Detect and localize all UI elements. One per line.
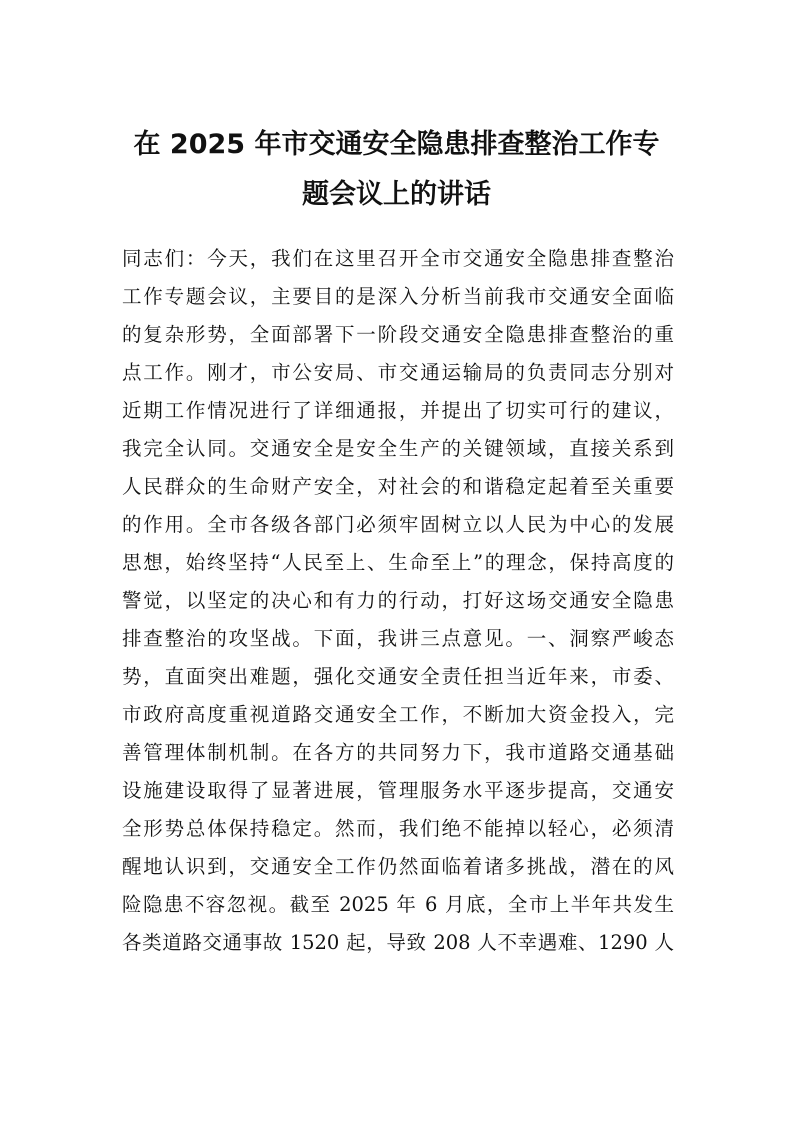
body-line: 点工作。刚才，市公安局、市交通运输局的负责同志分别对 (122, 361, 674, 384)
body-line: 的作用。全市各级各部门必须牢固树立以人民为中心的发展 (122, 513, 674, 536)
body-line: 思想，始终坚持“人民至上、生命至上”的理念，保持高度的 (122, 551, 674, 574)
body-line: 排查整治的攻坚战。下面，我讲三点意见。一、洞察严峻态 (122, 627, 674, 650)
body-line: 设施建设取得了显著进展，管理服务水平逐步提高，交通安 (122, 779, 674, 802)
document-body (122, 240, 674, 962)
document-title-line-2: 题会议上的讲话 (302, 179, 491, 210)
body-line: 善管理体制机制。在各方的共同努力下，我市道路交通基础 (122, 741, 674, 764)
body-line: 同志们：今天，我们在这里召开全市交通安全隐患排查整治 (122, 247, 674, 270)
document-title-line-1: 在 2025 年市交通安全隐患排查整治工作专 (133, 129, 660, 160)
body-line: 醒地认识到，交通安全工作仍然面临着诸多挑战，潜在的风 (122, 855, 674, 878)
body-line: 工作专题会议，主要目的是深入分析当前我市交通安全面临 (122, 285, 674, 308)
body-line: 势，直面突出难题，强化交通安全责任担当近年来，市委、 (122, 665, 674, 688)
body-line: 各类道路交通事故 1520 起，导致 208 人不幸遇难、1290 人 (122, 931, 674, 954)
body-line: 市政府高度重视道路交通安全工作，不断加大资金投入，完 (122, 703, 674, 726)
body-line: 全形势总体保持稳定。然而，我们绝不能掉以轻心，必须清 (122, 817, 674, 840)
body-line: 险隐患不容忽视。截至 2025 年 6 月底，全市上半年共发生 (122, 893, 674, 916)
body-line: 警觉，以坚定的决心和有力的行动，打好这场交通安全隐患 (122, 589, 674, 612)
body-line: 的复杂形势，全面部署下一阶段交通安全隐患排查整治的重 (122, 323, 674, 346)
body-line: 人民群众的生命财产安全，对社会的和谐稳定起着至关重要 (122, 475, 674, 498)
body-line: 近期工作情况进行了详细通报，并提出了切实可行的建议， (122, 399, 674, 422)
body-line: 我完全认同。交通安全是安全生产的关键领域，直接关系到 (122, 437, 674, 460)
